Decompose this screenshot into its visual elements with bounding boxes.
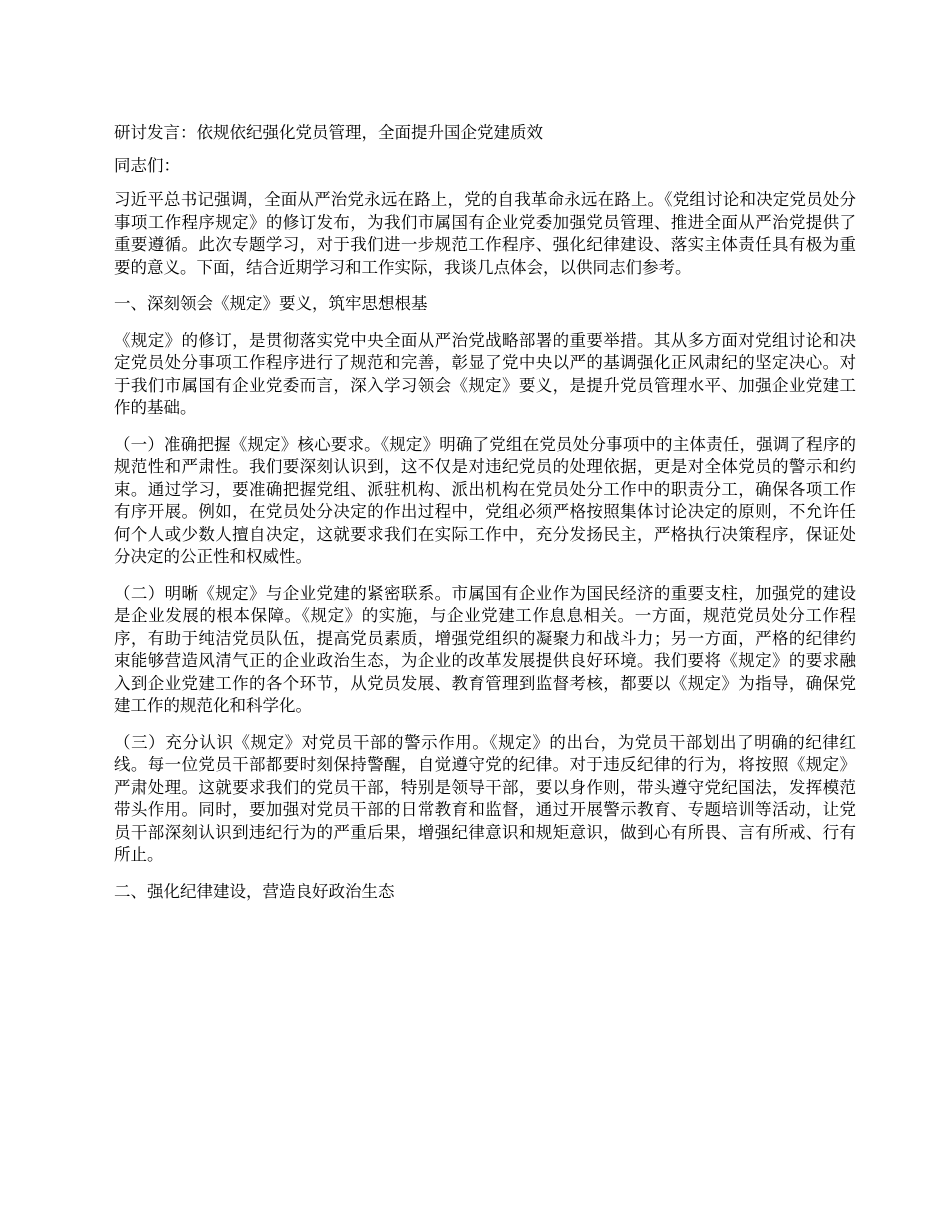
subsection-paragraph-1: （一）准确把握《规定》核心要求。《规定》明确了党组在党员处分事项中的主体责任，强调了程序的规范性和严肃性。我们要深刻认识到，这不仅是对违纪党员的处理依据，更是对全体党员的警示和约束。通过学习，要准确把握党组、派驻机构、派出机构在党员处分工作中的职责分工，确保各项工作有序开展。例如，在党员处分决定的作出过程中，党组必须严格按照集体讨论决定的原则，不允许任何个人或少数人擅自决定，这就要求我们在实际工作中，充分发扬民主，严格执行决策程序，保证处分决定的公正性和权威性。 (114, 434, 856, 566)
subsection-paragraph-3: （三）充分认识《规定》对党员干部的警示作用。《规定》的出台，为党员干部划出了明确的纪律红线。每一位党员干部都要时刻保持警醒，自觉遵守党的纪律。对于违反纪律的行为，将按照《规定》严肃处理。这就要求我们的党员干部，特别是领导干部，要以身作则，带头遵守党纪国法，发挥模范带头作用。同时，要加强对党员干部的日常教育和监督，通过开展警示教育、专题培训等活动，让党员干部深刻认识到违纪行为的严重后果，增强纪律意识和规矩意识，做到心有所畏、言有所戒、行有所止。 (114, 732, 856, 864)
intro-paragraph: 习近平总书记强调，全面从严治党永远在路上，党的自我革命永远在路上。《党组讨论和决定党员处分事项工作程序规定》的修订发布，为我们市属国有企业党委加强党员管理、推进全面从严治党提供了重要遵循。此次专题学习，对于我们进一步规范工作程序、强化纪律建设、落实主体责任具有极为重要的意义。下面，结合近期学习和工作实际，我谈几点体会，以供同志们参考。 (114, 190, 856, 277)
document-title: 研讨发言：依规依纪强化党员管理，全面提升国企党建质效 (114, 123, 543, 142)
greeting: 同志们： (114, 155, 180, 175)
section-heading-1: 一、深刻领会《规定》要义，筑牢思想根基 (114, 294, 428, 313)
section-heading-2: 二、强化纪律建设，营造良好政治生态 (114, 881, 395, 901)
subsection-paragraph-2: （二）明晰《规定》与企业党建的紧密联系。市属国有企业作为国民经济的重要支柱，加强党的建设是企业发展的根本保障。《规定》的实施，与企业党建工作息息相关。一方面，规范党员处分工作程序，有助于纯洁党员队伍，提高党员素质，增强党组织的凝聚力和战斗力；另一方面，严格的纪律约束能够营造风清气正的企业政治生态，为企业的改革发展提供良好环境。我们要将《规定》的要求融入到企业党建工作的各个环节，从党员发展、教育管理到监督考核，都要以《规定》为指导，确保党建工作的规范化和科学化。 (114, 583, 856, 715)
document-body (114, 122, 856, 903)
body-paragraph: 《规定》的修订，是贯彻落实党中央全面从严治党战略部署的重要举措。其从多方面对党组讨论和决定党员处分事项工作程序进行了规范和完善，彰显了党中央以严的基调强化正风肃纪的坚定决心。对于我们市属国有企业党委而言，深入学习领会《规定》要义，是提升党员管理水平、加强企业党建工作的基础。 (114, 330, 856, 417)
